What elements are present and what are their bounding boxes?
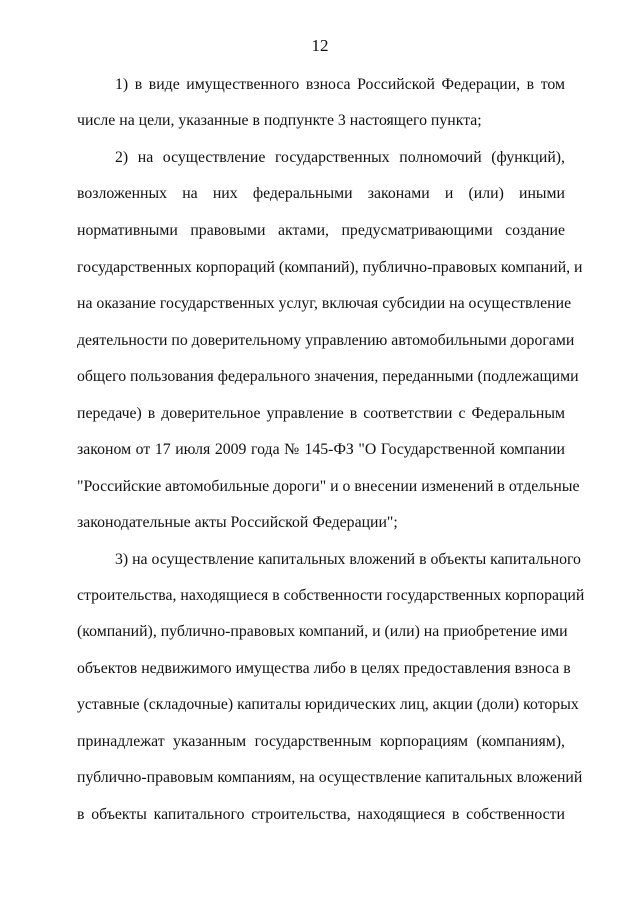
text-line: 2) на осуществление государственных полномочий (функций), [115,149,565,166]
text-line: принадлежат указанным государственным корпорациям (компаниям), [77,733,565,750]
text-line: 1) в виде имущественного взноса Российской Федерации, в том [115,76,565,93]
text-line: уставные (складочные) капиталы юридических лиц, акции (доли) которых [77,696,579,713]
page-number: 12 [311,36,329,55]
text-line: числе на цели, указанные в подпункте 3 настоящего пункта; [77,112,482,129]
text-line: "Российские автомобильные дороги" и о внесении изменений в отдельные [77,478,580,495]
text-line: общего пользования федерального значения, переданными (подлежащими [77,368,579,385]
text-line: строительства, находящиеся в собственности государственных корпораций [77,587,585,604]
text-line: 3) на осуществление капитальных вложений в объекты капитального [115,551,581,568]
text-line: деятельности по доверительному управлению автомобильными дорогами [77,332,575,349]
text-line: нормативными правовыми актами, предусматривающими создание [77,222,565,239]
text-line: законом от 17 июля 2009 года № 145-ФЗ "О Государственной компании [77,441,565,458]
text-line: на оказание государственных услуг, включая субсидии на осуществление [77,295,572,312]
text-line: объектов недвижимого имущества либо в целях предоставления взноса в [77,660,571,677]
text-line: возложенных на них федеральными законами и (или) иными [77,185,565,202]
text-line: передаче) в доверительное управление в соответствии с Федеральным [77,405,565,422]
text-line: (компаний), публично-правовых компаний, и (или) на приобретение ими [77,623,568,640]
text-line: законодательные акты Российской Федерации"; [77,514,398,531]
text-line: публично-правовым компаниям, на осуществление капитальных вложений [77,769,583,786]
text-line: в объекты капитального строительства, находящиеся в собственности [77,806,565,823]
text-line: государственных корпораций (компаний), публично-правовых компаний, и [77,259,583,276]
